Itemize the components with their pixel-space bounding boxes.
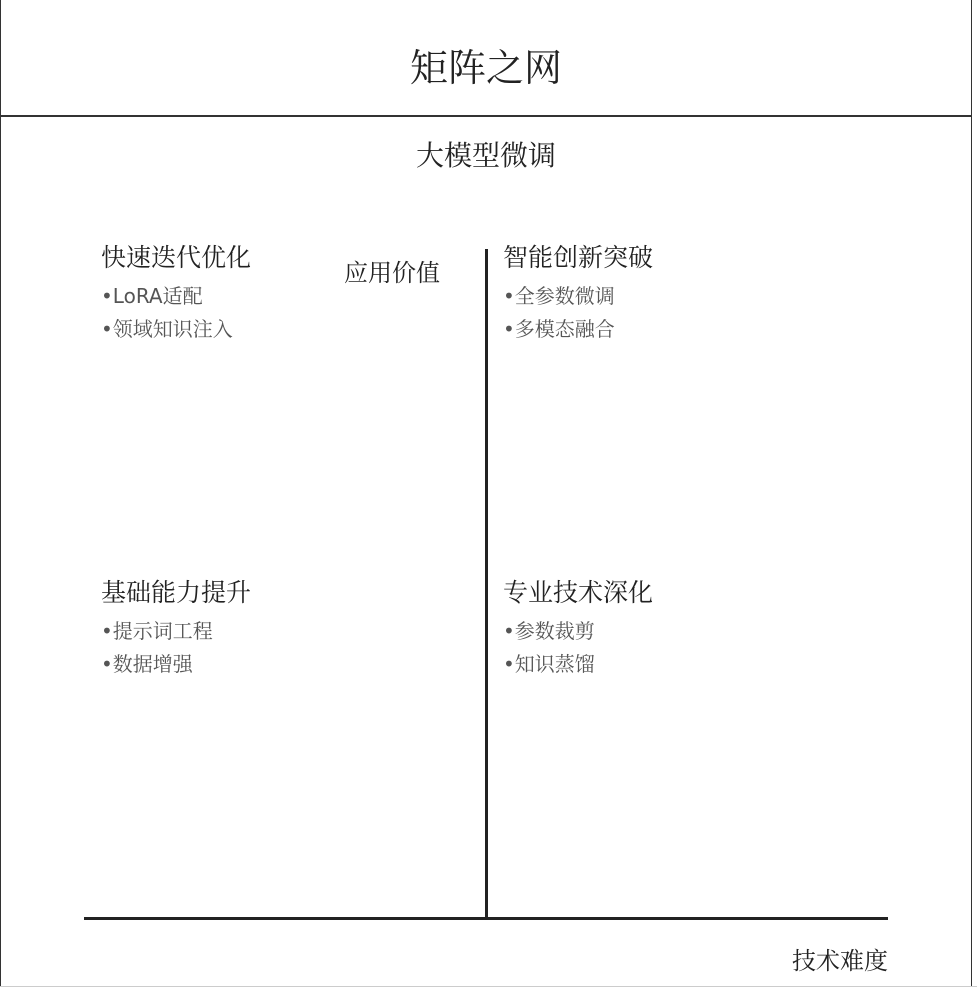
quadrant-title: 快速迭代优化 bbox=[101, 243, 252, 272]
x-axis-label: 技术难度 bbox=[792, 947, 888, 975]
quadrant-title: 智能创新突破 bbox=[503, 243, 654, 272]
quadrant-item: •多模态融合 bbox=[503, 317, 615, 341]
y-axis-line bbox=[485, 249, 488, 919]
quadrant-item: •LoRA适配 bbox=[101, 284, 203, 308]
quadrant-item: •参数裁剪 bbox=[503, 619, 595, 643]
header-divider bbox=[0, 115, 972, 117]
quadrant-item: •知识蒸馏 bbox=[503, 652, 595, 676]
quadrant-top-left bbox=[101, 240, 251, 346]
quadrant-title: 基础能力提升 bbox=[101, 578, 252, 607]
y-axis-label: 应用价值 bbox=[344, 259, 440, 287]
quadrant-bottom-right bbox=[503, 575, 653, 681]
quadrant-item: •数据增强 bbox=[101, 652, 193, 676]
quadrant-title: 专业技术深化 bbox=[503, 578, 654, 607]
quadrant-bottom-left bbox=[101, 575, 251, 681]
quadrant-item: •全参数微调 bbox=[503, 284, 615, 308]
quadrant-item: •提示词工程 bbox=[101, 619, 213, 643]
x-axis-line bbox=[84, 917, 888, 920]
bottom-divider bbox=[0, 986, 977, 987]
quadrant-item: •领域知识注入 bbox=[101, 317, 233, 341]
page-title: 矩阵之网 bbox=[409, 46, 562, 90]
quadrant-top-right bbox=[503, 240, 653, 346]
diagram-subtitle: 大模型微调 bbox=[415, 139, 556, 172]
